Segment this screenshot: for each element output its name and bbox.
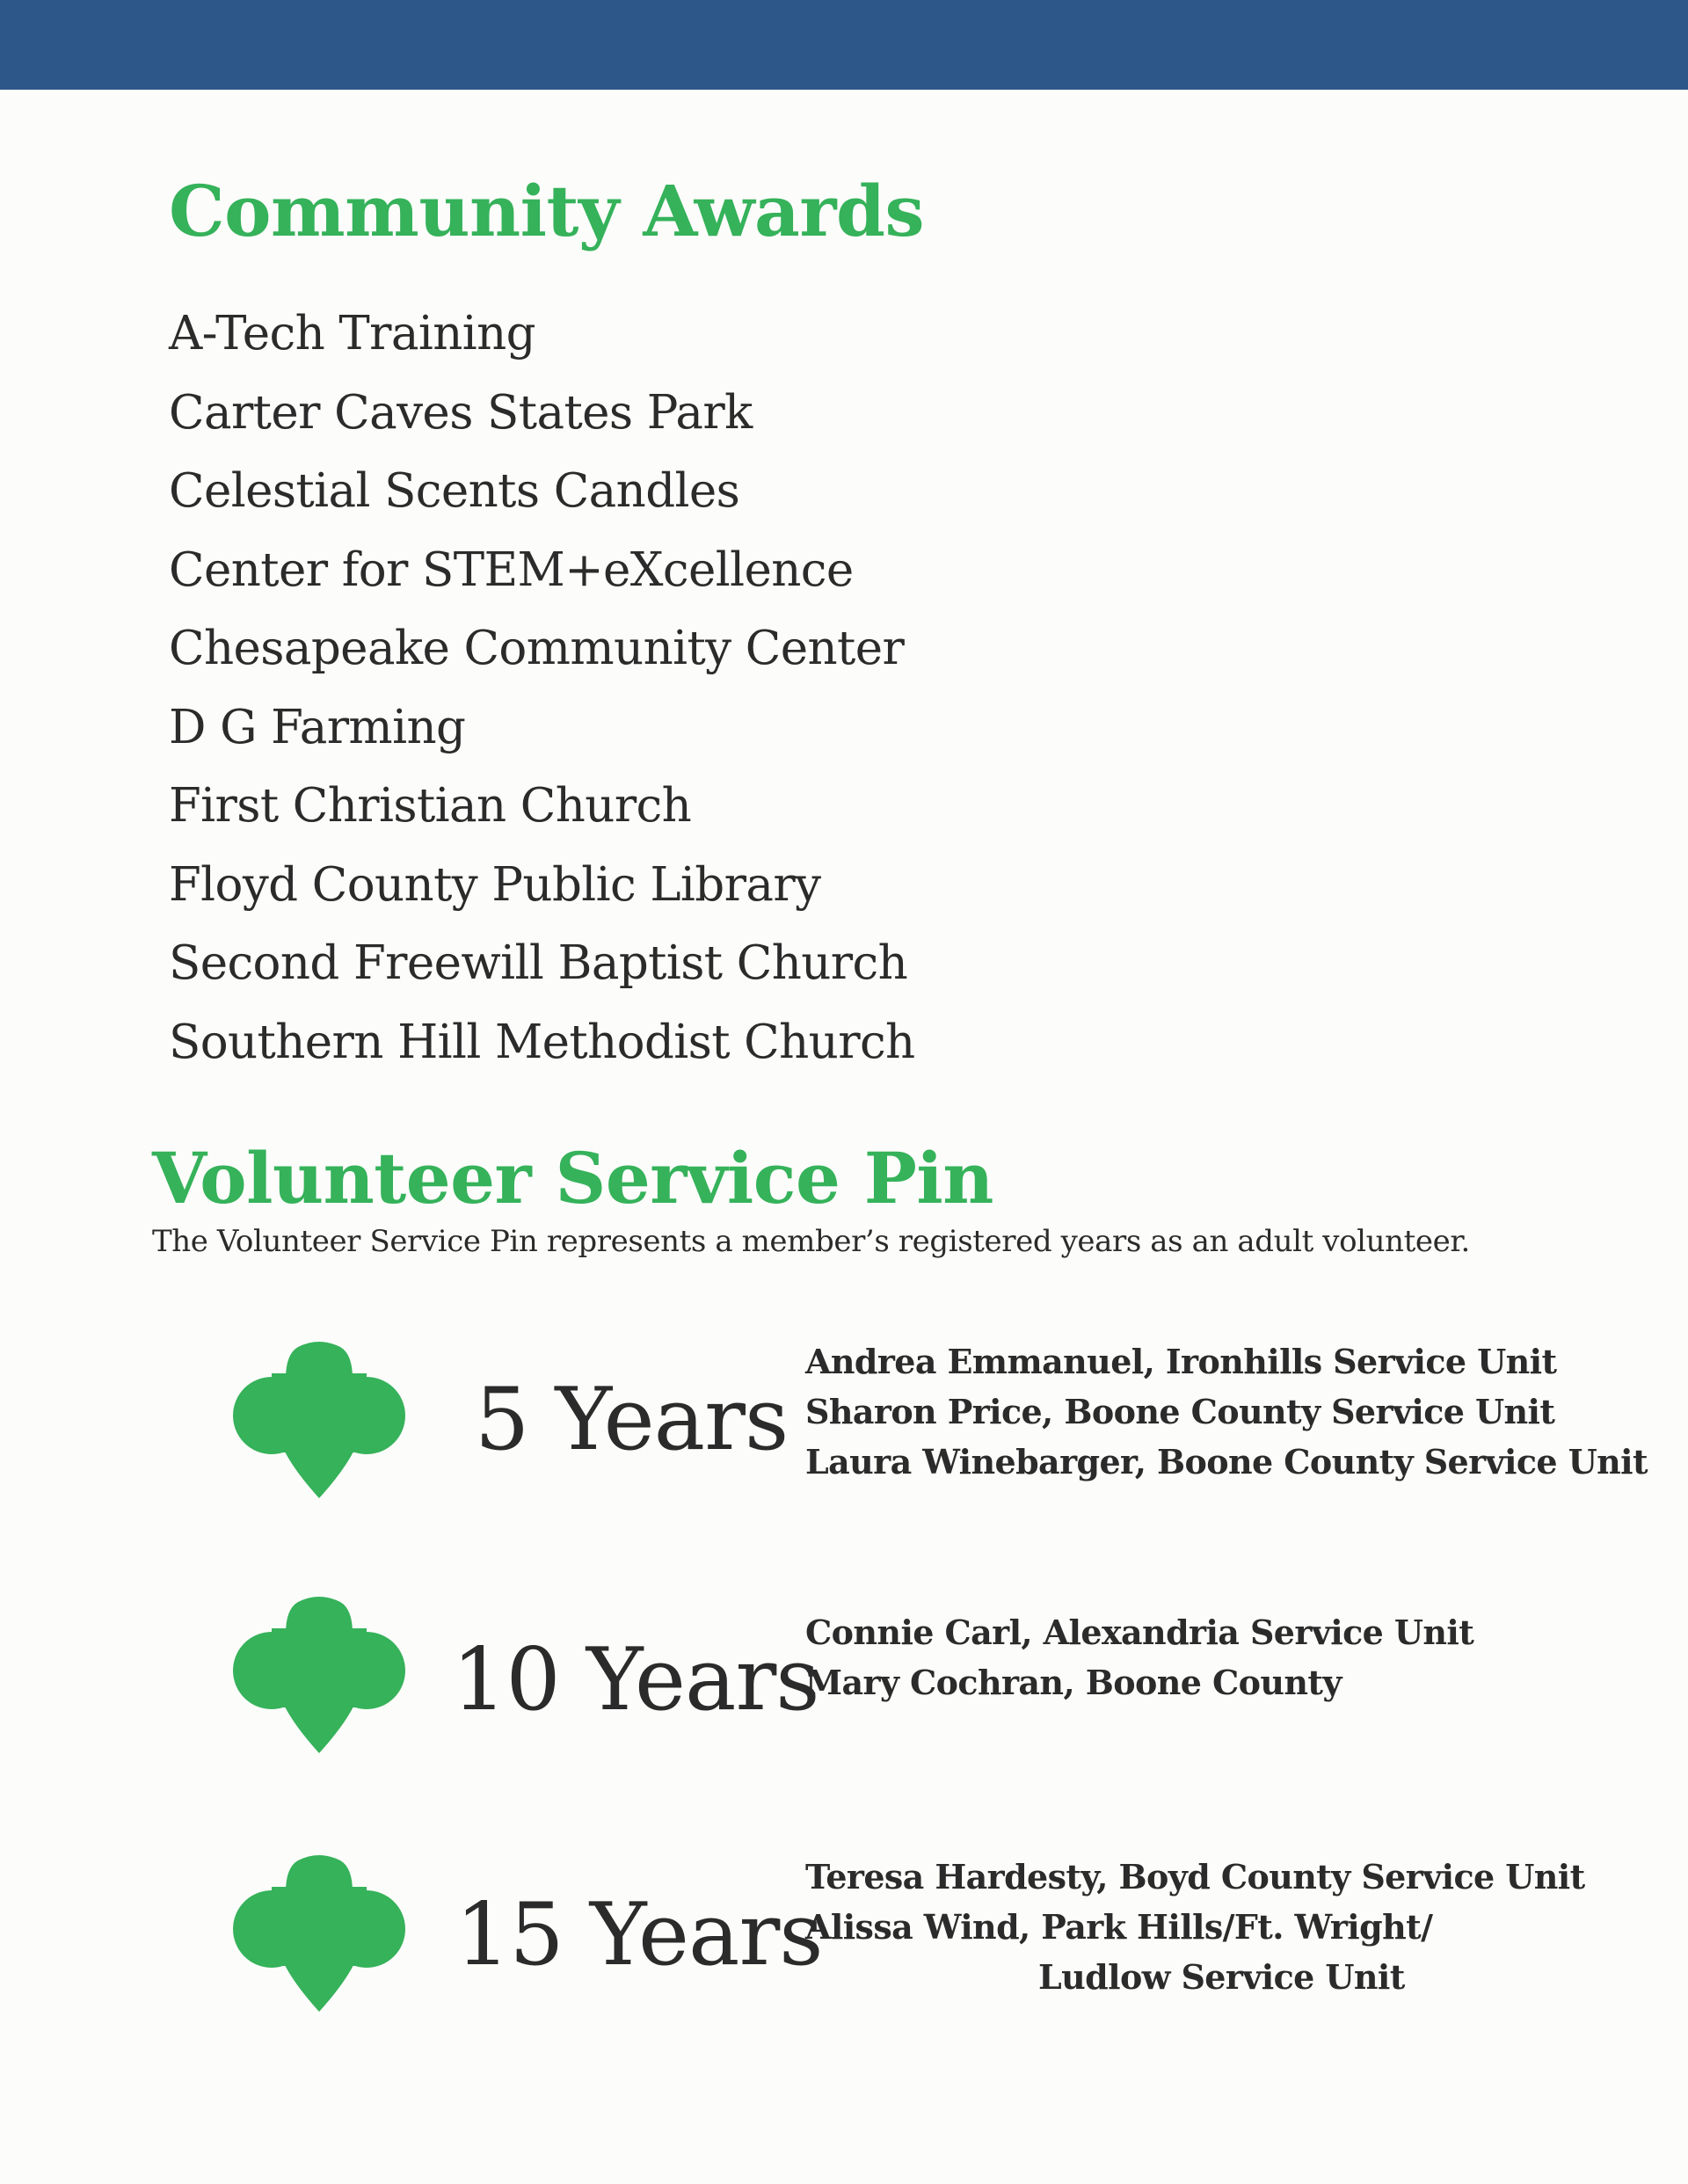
- award-item: Second Freewill Baptist Church: [169, 936, 908, 990]
- recipient-names: [805, 1336, 1648, 1487]
- recipient-name: Alissa Wind, Park Hills/Ft. Wright/: [805, 1907, 1433, 1947]
- recipient-names: [805, 1607, 1473, 1707]
- recipient-name: Sharon Price, Boone County Service Unit: [805, 1392, 1555, 1431]
- community-awards-list: [169, 295, 915, 1081]
- award-item: Celestial Scents Candles: [169, 464, 740, 518]
- recipient-name: Ludlow Service Unit: [1038, 1957, 1405, 1997]
- recipient-name: Mary Cochran, Boone County: [805, 1663, 1342, 1702]
- years-label: 5 Years: [475, 1370, 789, 1470]
- recipient-name: Teresa Hardesty, Boyd County Service Unit: [805, 1857, 1585, 1896]
- top-banner: [0, 0, 1688, 90]
- recipient-name: Andrea Emmanuel, Ironhills Service Unit: [805, 1342, 1557, 1381]
- award-item: Carter Caves States Park: [169, 385, 753, 440]
- years-label: 10 Years: [452, 1630, 819, 1730]
- award-item: D G Farming: [169, 700, 466, 754]
- award-item: Center for STEM+eXcellence: [169, 542, 854, 597]
- volunteer-pin-title: Volunteer Service Pin: [152, 1137, 993, 1219]
- volunteer-pin-description: The Volunteer Service Pin represents a member’s registered years as an adult volunteer.: [152, 1224, 1470, 1259]
- pin-group-15-years: [0, 1852, 1688, 2027]
- trefoil-icon: [233, 1593, 405, 1753]
- community-awards-title: Community Awards: [169, 170, 924, 252]
- trefoil-icon: [233, 1852, 405, 2012]
- years-label: 15 Years: [455, 1885, 823, 1985]
- award-item: First Christian Church: [169, 779, 692, 833]
- award-item: Chesapeake Community Center: [169, 622, 905, 675]
- award-item: Floyd County Public Library: [169, 857, 821, 912]
- recipient-names: [805, 1852, 1585, 2002]
- recipient-name: Laura Winebarger, Boone County Service Unit: [805, 1442, 1648, 1481]
- award-item: A-Tech Training: [169, 307, 535, 360]
- pin-group-10-years: [0, 1593, 1688, 1769]
- recipient-name: Connie Carl, Alexandria Service Unit: [805, 1613, 1474, 1652]
- award-item: Southern Hill Methodist Church: [169, 1015, 915, 1069]
- trefoil-icon: [233, 1338, 405, 1498]
- pin-group-5-years: [0, 1336, 1688, 1512]
